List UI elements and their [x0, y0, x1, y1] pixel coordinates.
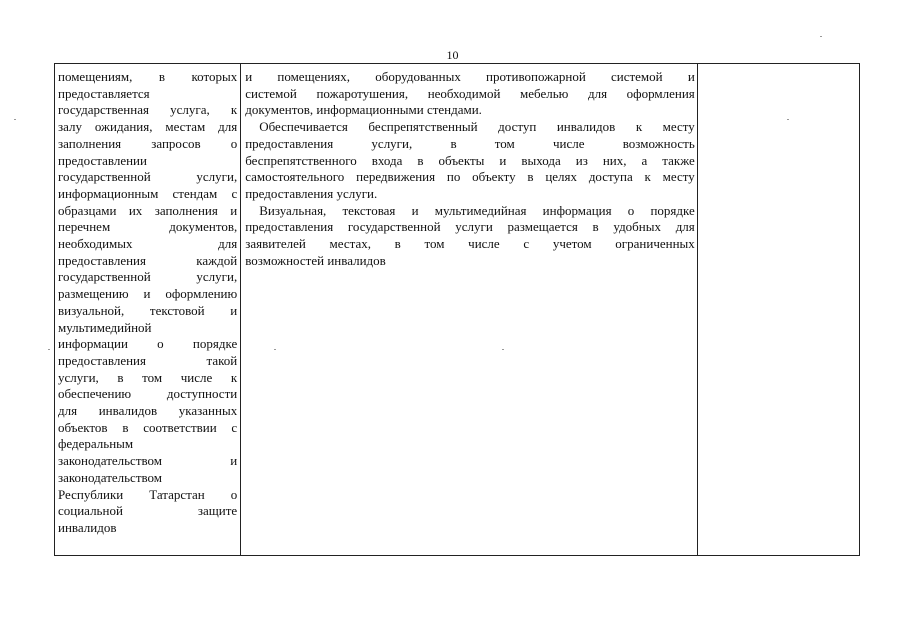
scan-speck [48, 349, 50, 350]
left-cell-line: инвалидов [58, 519, 117, 535]
left-cell-line: заполнения запросов о [58, 135, 238, 151]
text-line: самостоятельного передвижения по объекту в целях доступа к месту [245, 169, 695, 185]
middle-cell [241, 64, 698, 556]
left-cell-line: услуги, в том числе к [58, 369, 238, 385]
left-cell [55, 64, 241, 556]
left-cell-line: предоставления каждой [58, 252, 238, 268]
left-cell-line: размещению и оформлению [58, 286, 238, 302]
left-cell-line: государственная услуга, к [58, 102, 238, 118]
left-cell-line: образцами их заполнения и [58, 202, 238, 218]
left-cell-line: информационным стендам с [58, 185, 238, 201]
left-cell-line: объектов в соответствии с [58, 419, 238, 435]
text-line: беспрепятственного входа в объекты и выхода из них, а также [245, 152, 695, 168]
left-cell-line: предоставляется [58, 85, 150, 101]
left-cell-line: федеральным [58, 436, 134, 452]
left-cell-line: помещениям, в которых [58, 69, 238, 84]
left-cell-line: социальной защите [58, 503, 238, 519]
text-line: системой пожаротушения, необходимой мебелью для оформления [245, 85, 695, 101]
paragraph-access [245, 119, 695, 203]
left-cell-line: Республики Татарстан о [58, 486, 238, 502]
left-cell-line: необходимых для [58, 236, 238, 252]
text-line: предоставления услуги. [245, 185, 378, 201]
text-line: Визуальная, текстовая и мультимедийная информация о порядке [259, 202, 695, 218]
left-cell-line: перечнем документов, [58, 219, 238, 235]
left-cell-line: обеспечению доступности [58, 386, 238, 402]
text-line: и помещениях, оборудованных противопожарной системой и [245, 69, 695, 84]
left-cell-line: информации о порядке [58, 336, 238, 352]
left-cell-line: государственной услуги, [58, 169, 238, 185]
scan-speck [274, 349, 276, 350]
left-cell-line: предоставления такой [58, 352, 238, 368]
text-line: предоставления услуги, в том числе возможность [245, 135, 695, 151]
scan-speck [787, 119, 789, 120]
text-line: предоставления государственной услуги размещается в удобных для [245, 219, 695, 235]
left-cell-line: законодательством [58, 469, 163, 485]
left-cell-line: залу ожидания, местам для [58, 119, 238, 135]
right-cell [697, 64, 859, 556]
text-line: документов, информационными стендами. [245, 102, 482, 118]
scan-speck [502, 349, 504, 350]
scan-speck [14, 119, 16, 120]
text-line: Обеспечивается беспрепятственный доступ инвалидов к месту [259, 119, 695, 135]
text-line: заявителей местах, в том числе с учетом ограниченных [245, 236, 695, 252]
scan-speck [820, 36, 822, 37]
paragraph-information [245, 203, 695, 270]
paragraph-premises [245, 69, 695, 119]
left-cell-line: государственной услуги, [58, 269, 238, 285]
document-table [54, 63, 860, 556]
table-row [55, 64, 860, 556]
text-line: возможностей инвалидов [245, 252, 386, 268]
left-cell-line: для инвалидов указанных [58, 403, 238, 419]
page-number: 10 [446, 48, 459, 62]
left-cell-line: предоставлении [58, 152, 147, 168]
left-cell-line: мультимедийной [58, 319, 152, 335]
left-cell-line: законодательством и [58, 453, 238, 469]
left-cell-line: визуальной, текстовой и [58, 302, 238, 318]
